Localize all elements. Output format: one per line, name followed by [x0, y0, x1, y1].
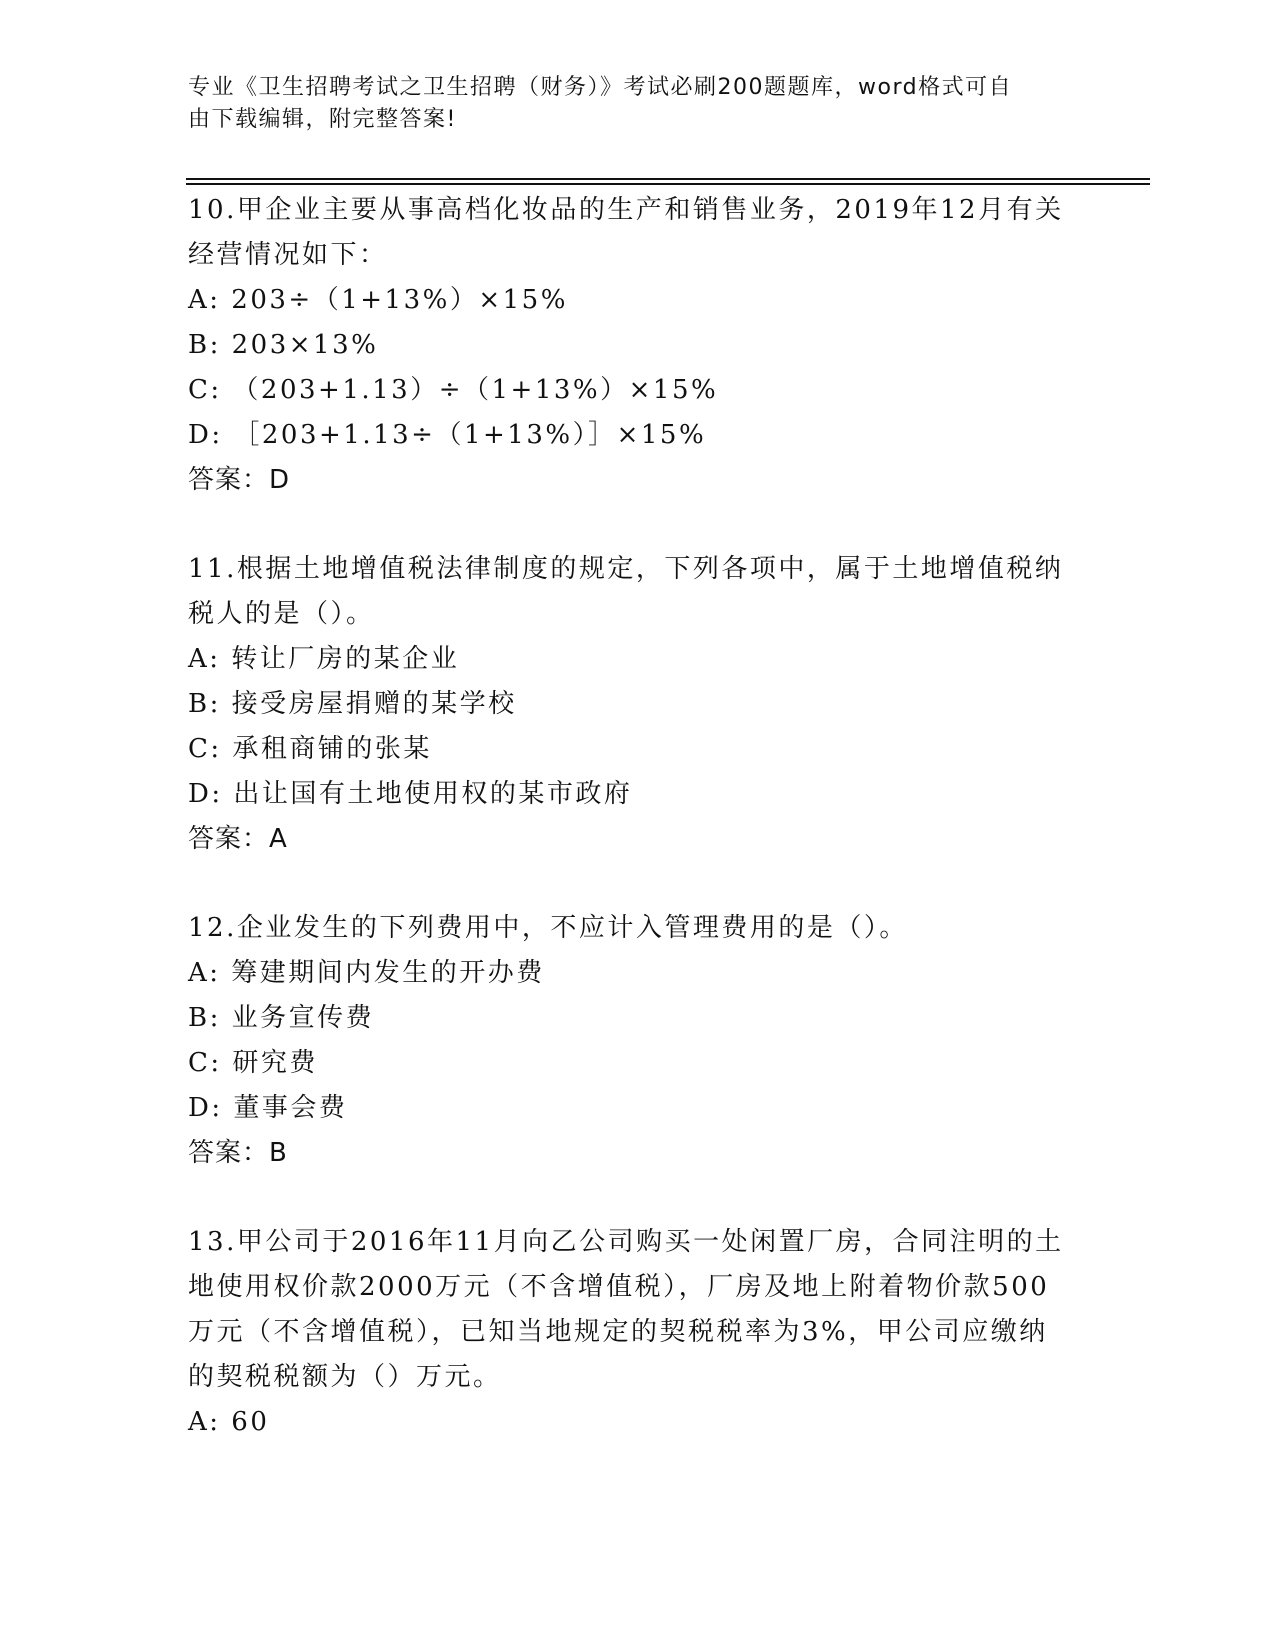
- question-10: [188, 188, 1088, 503]
- option-d: D: 董事会费: [188, 1093, 348, 1123]
- question-stem-line: 11.根据土地增值税法律制度的规定，下列各项中，属于土地增值税纳: [188, 554, 1064, 584]
- question-stem-line: 万元（不含增值税），已知当地规定的契税税率为3%，甲公司应缴纳: [188, 1317, 1048, 1347]
- question-stem-line: 地使用权价款2000万元（不含增值税），厂房及地上附着物价款500: [188, 1272, 1050, 1302]
- header-divider-top: [186, 178, 1150, 180]
- question-stem-line: 经营情况如下：: [188, 240, 388, 270]
- option-c: C: 研究费: [188, 1048, 318, 1078]
- question-list: [188, 188, 1088, 1489]
- option-b: B: 203×13%: [188, 330, 379, 360]
- answer-label: 答案：A: [188, 824, 288, 854]
- header-line-1: 专业《卫生招聘考试之卫生招聘（财务）》考试必刷200题题库，word格式可自: [188, 75, 1013, 100]
- option-a: A: 筹建期间内发生的开办费: [188, 958, 545, 988]
- question-stem-line: 税人的是（）。: [188, 599, 375, 629]
- option-d: D: ［203+1.13÷（1+13%）］×15%: [188, 420, 707, 450]
- document-header: [188, 72, 1068, 136]
- question-stem-line: 10.甲企业主要从事高档化妆品的生产和销售业务，2019年12月有关: [188, 195, 1064, 225]
- option-a: A: 转让厂房的某企业: [188, 644, 460, 674]
- option-c: C: 承租商铺的张某: [188, 734, 432, 764]
- question-stem-line: 12.企业发生的下列费用中，不应计入管理费用的是（）。: [188, 913, 908, 943]
- answer-label: 答案：D: [188, 465, 291, 495]
- option-a: A: 60: [188, 1407, 270, 1437]
- question-12: [188, 906, 1088, 1176]
- answer-label: 答案：B: [188, 1138, 288, 1168]
- header-divider-bottom: [186, 183, 1150, 185]
- question-stem-line: 的契税税额为（）万元。: [188, 1362, 502, 1392]
- header-line-2: 由下载编辑，附完整答案!: [188, 107, 457, 132]
- question-stem-line: 13.甲公司于2016年11月向乙公司购买一处闲置厂房，合同注明的土: [188, 1227, 1064, 1257]
- option-b: B: 业务宣传费: [188, 1003, 375, 1033]
- question-13: [188, 1220, 1088, 1445]
- option-a: A: 203÷（1+13%）×15%: [188, 285, 568, 315]
- option-d: D: 出让国有土地使用权的某市政府: [188, 779, 633, 809]
- question-11: [188, 547, 1088, 862]
- option-c: C: （203+1.13）÷（1+13%）×15%: [188, 375, 719, 405]
- option-b: B: 接受房屋捐赠的某学校: [188, 689, 517, 719]
